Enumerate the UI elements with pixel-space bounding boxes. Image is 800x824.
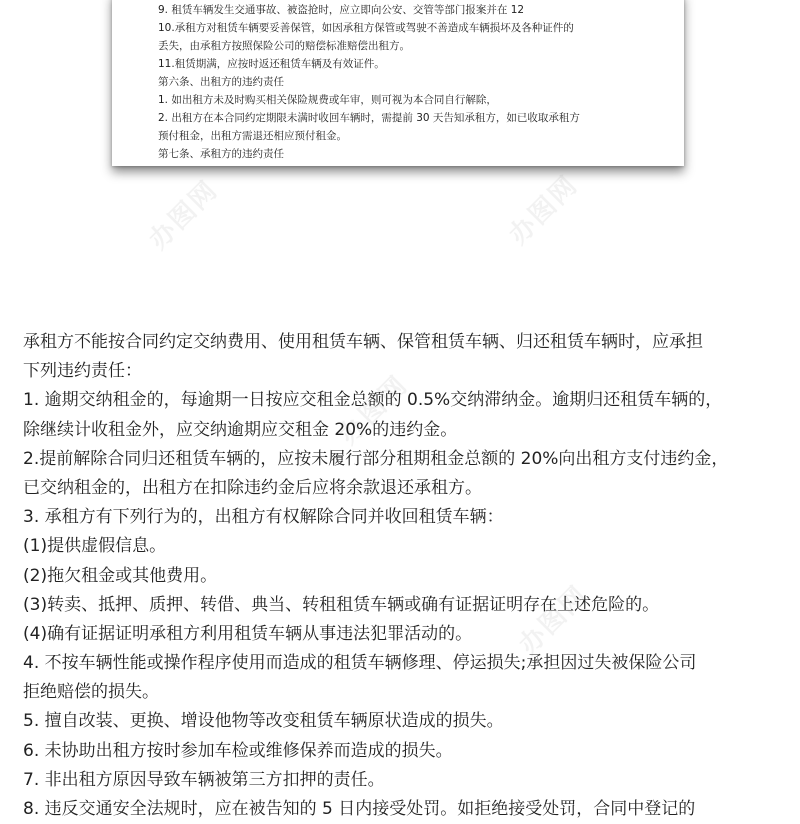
body-line: 拒绝赔偿的损失。	[23, 682, 159, 703]
body-line: 1. 逾期交纳租金的，每逾期一日按应交租金总额的 0.5%交纳滞纳金。逾期归还租赁车辆的，	[23, 390, 723, 411]
body-line: 2.提前解除合同归还租赁车辆的，应按未履行部分租期租金总额的 20%向出租方支付违约金，	[23, 448, 729, 469]
body-line: 承租方不能按合同约定交纳费用、使用租赁车辆、保管租赁车辆、归还租赁车辆时，应承担	[23, 332, 703, 352]
body-line: (3)转卖、抵押、质押、转借、典当、转租租赁车辆或确有证据证明存在上述危险的。	[23, 594, 660, 615]
body-line: 7. 非出租方原因导致车辆被第三方扣押的责任。	[23, 769, 385, 790]
doc-line: 9. 租赁车辆发生交通事故、被盗抢时，应立即向公安、交管等部门报案并在 12	[158, 4, 525, 16]
doc-line: 10.承租方对租赁车辆要妥善保管，如因承租方保管或驾驶不善造成车辆损坏及各种证件的	[158, 22, 574, 34]
doc-line: 丢失，由承租方按照保险公司的赔偿标准赔偿出租方。	[158, 40, 410, 52]
body-line: 5. 擅自改装、更换、增设他物等改变租赁车辆原状造成的损失。	[23, 711, 504, 732]
body-line: (2)拖欠租金或其他费用。	[23, 565, 218, 586]
body-line: 8. 违反交通安全法规时，应在被告知的 5 日内接受处罚。如拒绝接受处罚，合同中登记的	[23, 799, 696, 819]
watermark: 办图网	[333, 369, 415, 451]
body-line: (4)确有证据证明承租方利用租赁车辆从事违法犯罪活动的。	[23, 623, 473, 644]
body-line: 下列违约责任：	[23, 361, 142, 382]
body-line: 除继续计收租金外，应交纳逾期应交租金 20%的违约金。	[23, 419, 458, 440]
doc-line: 11.租赁期满，应按时返还租赁车辆及有效证件。	[158, 58, 385, 70]
doc-section-heading: 第六条、出租方的违约责任	[158, 76, 284, 88]
doc-section-heading: 第七条、承租方的违约责任	[158, 148, 284, 160]
body-line: 4. 不按车辆性能或操作程序使用而造成的租赁车辆修理、停运损失;承担因过失被保险公司	[23, 653, 697, 674]
body-line: 已交纳租金的，出租方在扣除违约金后应将余款退还承租方。	[23, 477, 482, 498]
watermark: 办图网	[143, 174, 225, 256]
doc-line: 1. 如出租方未及时购买相关保险规费或年审，则可视为本合同自行解除，	[158, 94, 497, 106]
body-line: 3. 承租方有下列行为的，出租方有权解除合同并收回租赁车辆：	[23, 507, 504, 528]
body-text	[23, 328, 793, 819]
watermark: 办图网	[503, 169, 585, 251]
body-line: (1)提供虚假信息。	[23, 536, 167, 557]
body-line: 6. 未协助出租方按时参加车检或维修保养而造成的损失。	[23, 740, 453, 761]
document-card	[112, 0, 684, 166]
watermark: 办图网	[513, 579, 595, 661]
doc-line: 预付租金，出租方需退还相应预付租金。	[158, 130, 347, 142]
document-card-text	[158, 0, 658, 163]
doc-line: 2. 出租方在本合同约定期限未满时收回车辆时，需提前 30 天告知承租方，如已收取承租方	[158, 112, 580, 124]
